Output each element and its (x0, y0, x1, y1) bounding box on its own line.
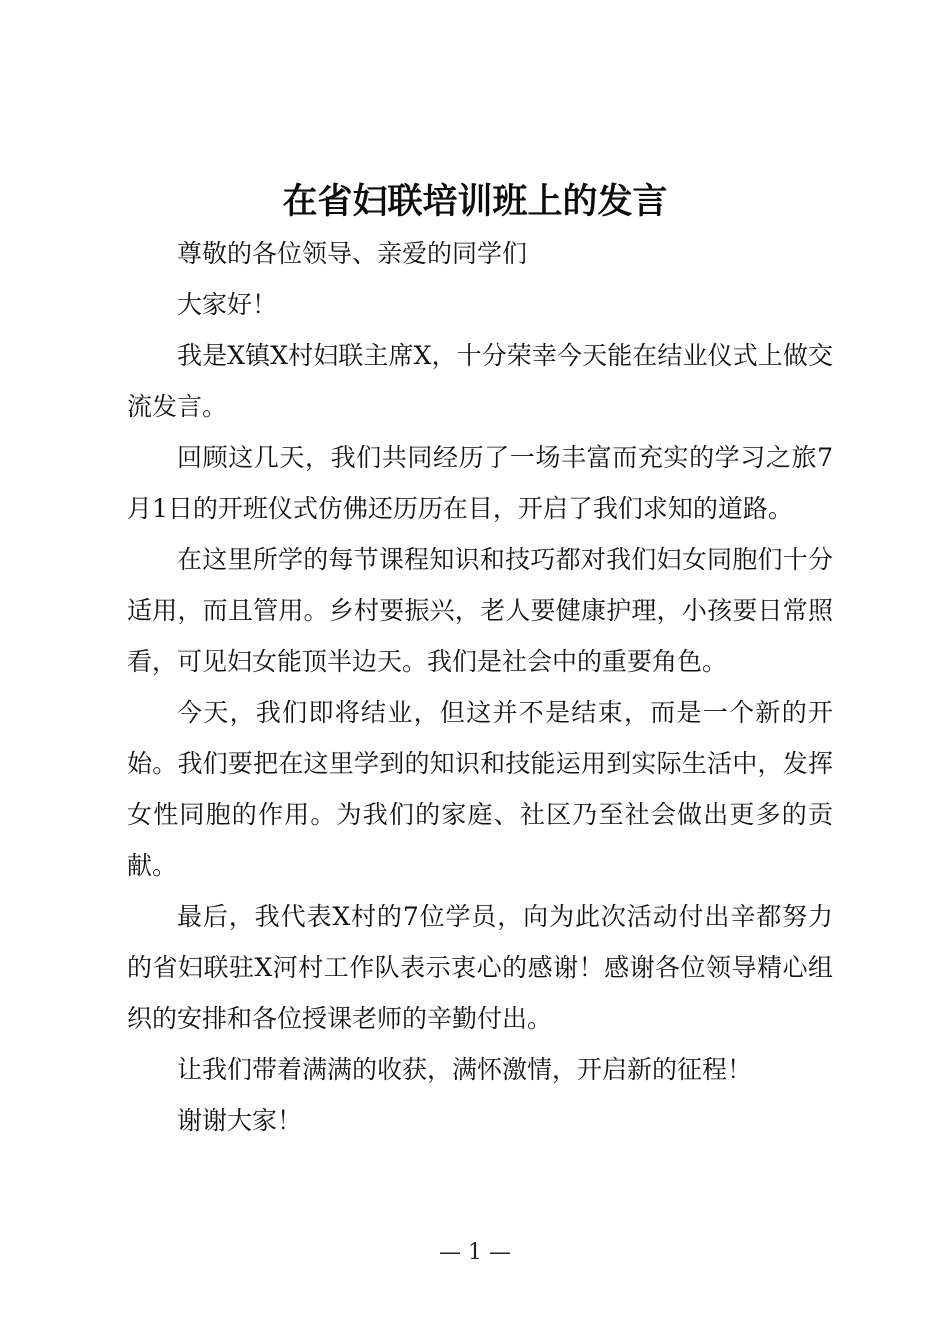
learning-paragraph: 在这里所学的每节课程知识和技巧都对我们妇女同胞们十分适用，而且管用。乡村要振兴，老人要健康护理，小孩要日常照看，可见妇女能顶半边天。我们是社会中的重要角色。 (127, 545, 833, 676)
graduation-paragraph: 今天，我们即将结业，但这并不是结束，而是一个新的开始。我们要把在这里学到的知识和技能运用到实际生活中，发挥女性同胞的作用。为我们的家庭、社区乃至社会做出更多的贡献。 (127, 698, 833, 880)
page-number: — 1 — (439, 1240, 511, 1265)
introduction-paragraph: 我是X镇X村妇联主席X，十分荣幸今天能在结业仪式上做交流发言。 (127, 341, 833, 421)
closing-paragraph: 让我们带着满满的收获，满怀激情，开启新的征程！ (177, 1055, 753, 1084)
review-paragraph: 回顾这几天，我们共同经历了一场丰富而充实的学习之旅7月1日的开班仪式仿佛还历历在目，开启了我们求知的道路。 (127, 443, 833, 523)
salutation-paragraph: 尊敬的各位领导、亲爱的同学们 (177, 239, 528, 268)
farewell-paragraph: 谢谢大家！ (177, 1106, 303, 1135)
document-body (127, 228, 833, 1146)
document-title: 在省妇联培训班上的发言 (282, 181, 668, 222)
greeting-paragraph: 大家好！ (177, 290, 278, 319)
thanks-paragraph: 最后，我代表X村的7位学员，向为此次活动付出辛都努力的省妇联驻X河村工作队表示衷心的感谢！感谢各位领导精心组织的安排和各位授课老师的辛勤付出。 (127, 902, 833, 1033)
